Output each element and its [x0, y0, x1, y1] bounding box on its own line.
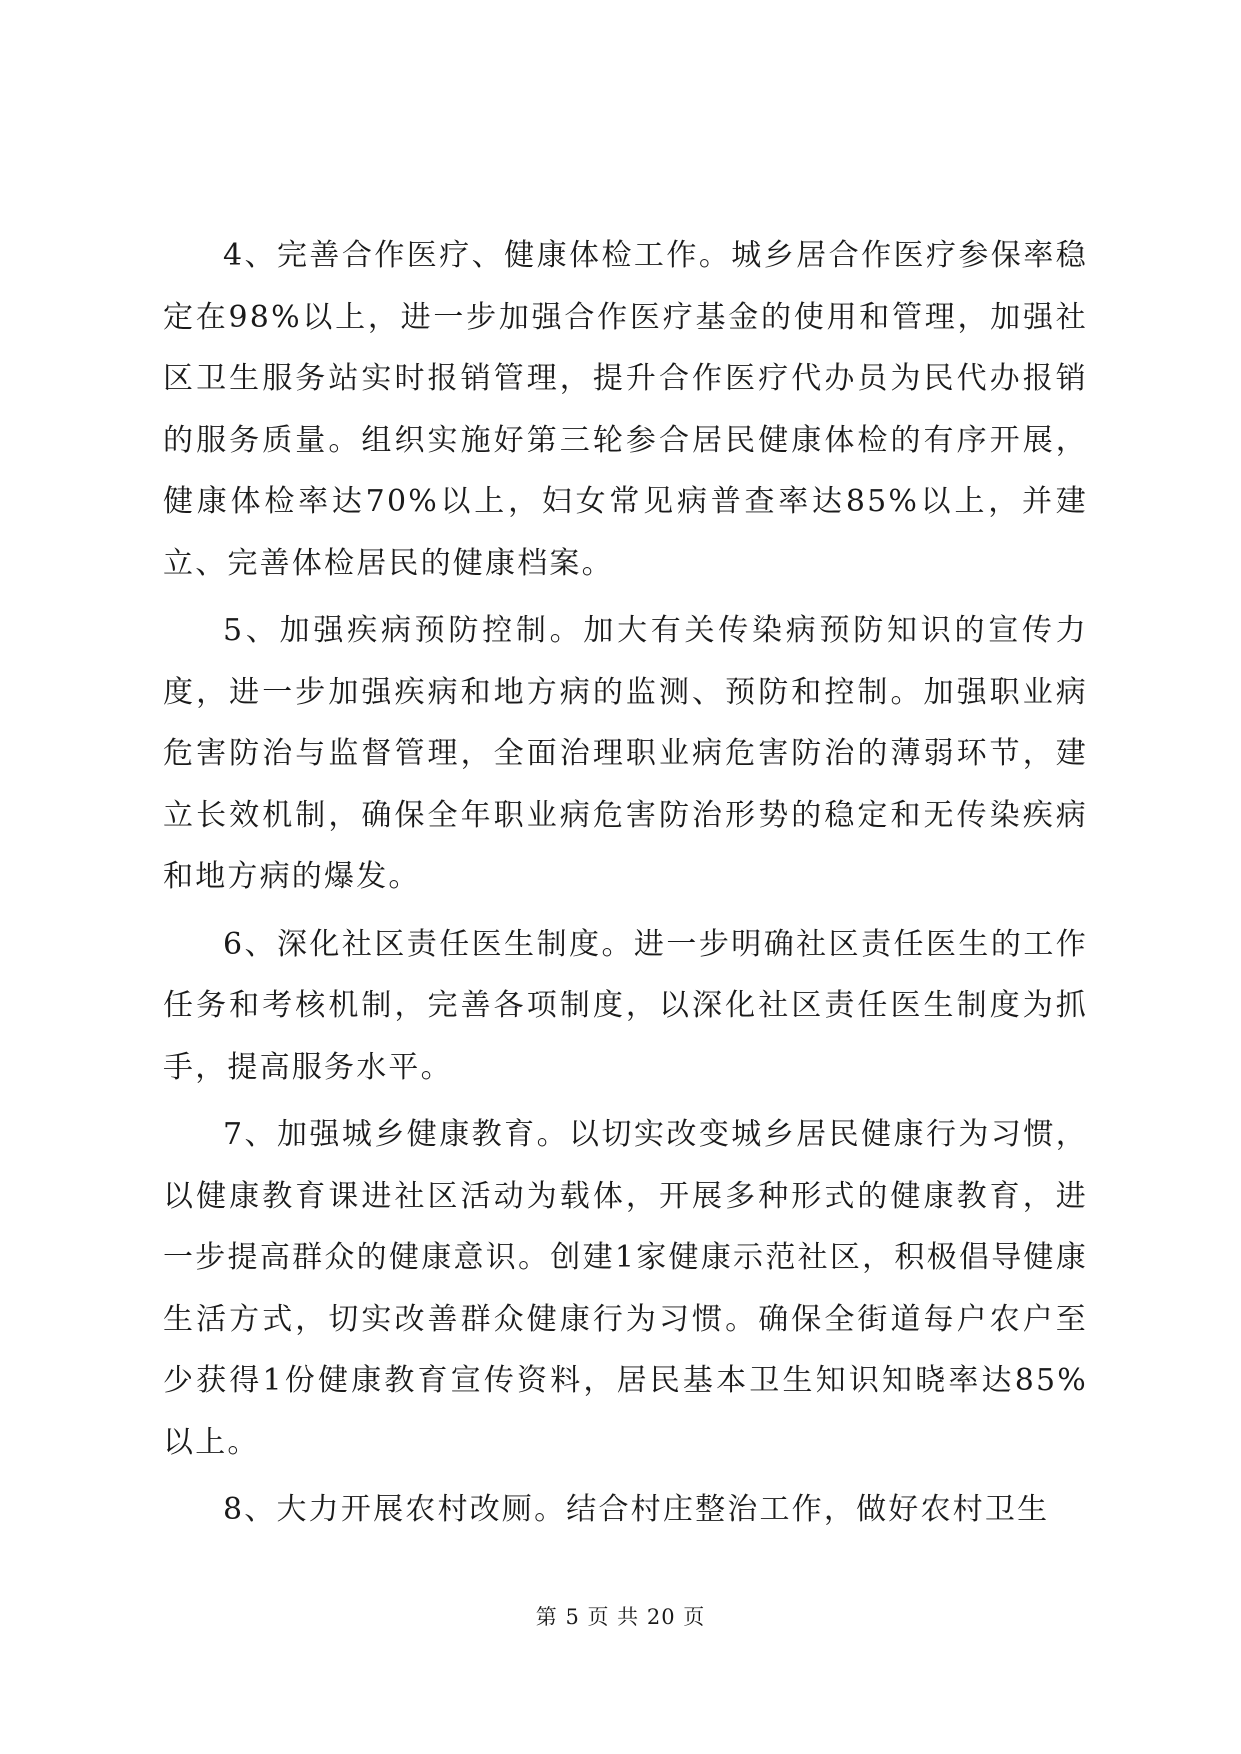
page-number-footer: 第 5 页 共 20 页 [535, 1605, 706, 1629]
paragraph-item-5: 5、加强疾病预防控制。加大有关传染病预防知识的宣传力度，进一步加强疾病和地方病的监测、预防和控制。加强职业病危害防治与监督管理，全面治理职业病危害防治的薄弱环节，建立长效机制，确保全年职业病危害防治形势的稳定和无传染疾病和地方病的爆发。 [163, 613, 1088, 894]
paragraph-item-7: 7、加强城乡健康教育。以切实改变城乡居民健康行为习惯，以健康教育课进社区活动为载体，开展多种形式的健康教育，进一步提高群众的健康意识。创建1家健康示范社区，积极倡导健康生活方式，切实改善群众健康行为习惯。确保全街道每户农户至少获得1份健康教育宣传资料，居民基本卫生知识知晓率达85%以上。 [163, 1117, 1088, 1460]
document-body [163, 225, 1088, 1547]
paragraph-item-4: 4、完善合作医疗、健康体检工作。城乡居合作医疗参保率稳定在98%以上，进一步加强合作医疗基金的使用和管理，加强社区卫生服务站实时报销管理，提升合作医疗代办员为民代办报销的服务质量。组织实施好第三轮参合居民健康体检的有序开展，健康体检率达70%以上，妇女常见病普查率达85%以上，并建立、完善体检居民的健康档案。 [163, 238, 1088, 581]
paragraph-item-6: 6、深化社区责任医生制度。进一步明确社区责任医生的工作任务和考核机制，完善各项制度，以深化社区责任医生制度为抓手，提高服务水平。 [163, 926, 1088, 1085]
paragraph-item-8: 8、大力开展农村改厕。结合村庄整治工作，做好农村卫生 [223, 1492, 1050, 1527]
